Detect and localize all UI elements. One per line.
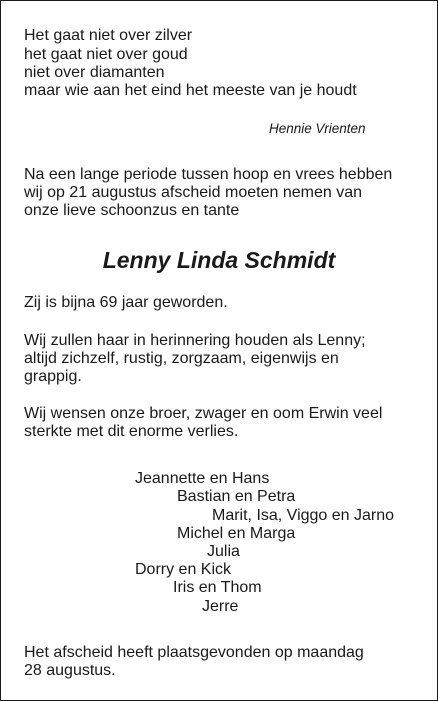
intro-line: wij op 21 augustus afscheid moeten nemen van	[24, 184, 362, 201]
family-entry: Julia	[207, 543, 240, 560]
family-entry: Bastian en Petra	[177, 488, 296, 505]
wishes-line: sterkte met dit enorme verlies.	[24, 423, 239, 440]
deceased-name: Lenny Linda Schmidt	[102, 247, 336, 273]
memory-line: Wij zullen haar in herinnering houden als Lenny;	[24, 332, 366, 349]
wishes-line: Wij wensen onze broer, zwager en oom Erwin veel	[24, 405, 383, 422]
poem-line: niet over diamanten	[24, 64, 165, 81]
family-entry: Marit, Isa, Viggo en Jarno	[212, 507, 395, 524]
intro-line: Na een lange periode tussen hoop en vrees hebben	[24, 166, 393, 183]
age-line: Zij is bijna 69 jaar geworden.	[24, 294, 228, 311]
poem-author: Hennie Vrienten	[269, 121, 366, 136]
poem-line: maar wie aan het eind het meeste van je houdt	[24, 82, 357, 99]
closing-line: Het afscheid heeft plaatsgevonden op maandag	[24, 644, 364, 661]
family-entry: Michel en Marga	[177, 525, 296, 542]
intro-line: onze lieve schoonzus en tante	[24, 202, 240, 219]
poem-line: het gaat niet over goud	[24, 46, 188, 63]
poem-line: Het gaat niet over zilver	[24, 27, 193, 44]
family-entry: Jeannette en Hans	[135, 470, 270, 487]
family-entry: Dorry en Kick	[135, 561, 232, 578]
closing-line: 28 augustus.	[24, 662, 116, 679]
memory-line: altijd zichzelf, rustig, zorgzaam, eigenwijs en	[24, 350, 339, 367]
family-entry: Iris en Thom	[173, 579, 262, 596]
family-entry: Jerre	[202, 598, 239, 615]
memory-line: grappig.	[24, 368, 82, 385]
